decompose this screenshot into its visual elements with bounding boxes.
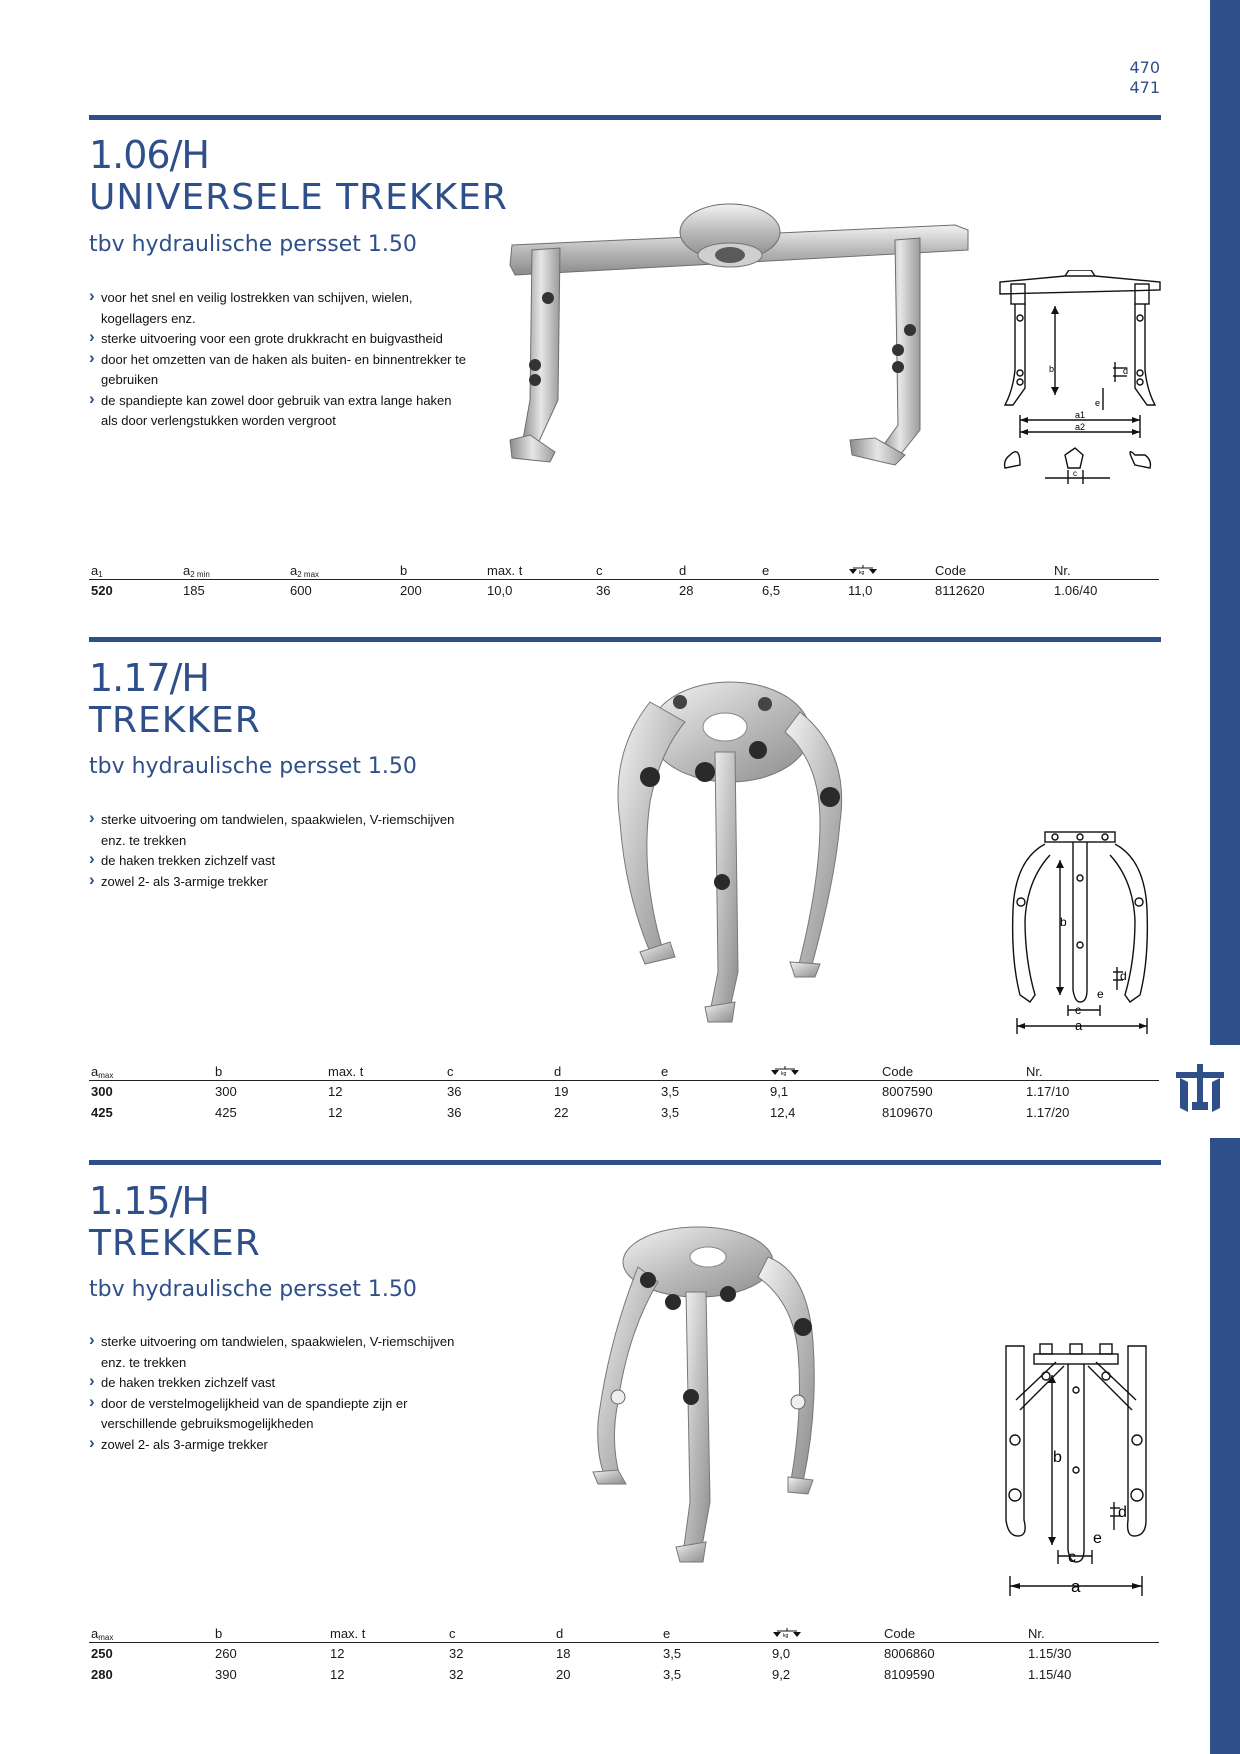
- feature-item: › door het omzetten van de haken als buiten- en binnentrekker te gebruiken: [89, 350, 469, 391]
- table-row: [89, 1102, 1159, 1123]
- table-cell: 9,2: [772, 1667, 791, 1682]
- table-cell: 3,5: [663, 1667, 682, 1682]
- product-code: 1.15/H: [89, 1179, 209, 1223]
- table-header-row: [89, 1062, 1159, 1081]
- table-header-cell: Nr.: [1026, 1064, 1043, 1079]
- table-cell: 3,5: [663, 1646, 682, 1661]
- spec-table: [89, 1624, 1159, 1685]
- header-subscript: 2 max: [297, 570, 320, 579]
- feature-item: › sterke uitvoering voor een grote drukkracht en buigvastheid: [89, 329, 469, 350]
- weight-unit: kg: [783, 1633, 789, 1638]
- feature-item: › door de verstelmogelijkheid van de spandiepte zijn er verschillende gebruiksmogelijkheden: [89, 1394, 469, 1435]
- drawing-label-b: b: [1060, 915, 1067, 929]
- table-cell: 28: [679, 583, 694, 598]
- scale-weight-icon: [770, 1066, 800, 1076]
- table-header-cell: [772, 1626, 802, 1641]
- table-row: [89, 580, 1159, 601]
- header-subscript: max: [98, 1633, 114, 1642]
- header-text: a: [290, 563, 298, 578]
- drawing-label-c: c: [1073, 469, 1077, 478]
- feature-list: [89, 810, 469, 892]
- weight-unit: kg: [781, 1071, 787, 1076]
- table-header-cell: [91, 1064, 113, 1080]
- technical-drawing: [1005, 830, 1155, 1035]
- spec-table: [89, 1062, 1159, 1123]
- drawing-label-b: b: [1053, 1449, 1062, 1466]
- drawing-label-a1: a1: [1075, 410, 1086, 420]
- header-text: a: [183, 563, 191, 578]
- product-subtitle: tbv hydraulische persset 1.50: [89, 754, 417, 779]
- table-cell: 10,0: [487, 583, 513, 598]
- drawing-label-a: a: [1071, 1577, 1081, 1596]
- table-header-cell: d: [556, 1626, 564, 1641]
- drawing-label-c: c: [1075, 1003, 1081, 1017]
- feature-item: › zowel 2- als 3-armige trekker: [89, 1435, 469, 1456]
- page-number-right: 471: [1129, 78, 1160, 97]
- table-cell: 36: [596, 583, 611, 598]
- table-cell: 32: [449, 1667, 464, 1682]
- table-header-cell: e: [663, 1626, 671, 1641]
- table-cell: 8109670: [882, 1105, 933, 1120]
- table-header-cell: e: [661, 1064, 669, 1079]
- drawing-label-d: d: [1123, 366, 1129, 376]
- table-cell: 260: [215, 1646, 237, 1661]
- table-header-cell: max. t: [328, 1064, 364, 1079]
- table-cell: 390: [215, 1667, 237, 1682]
- header-text: a: [91, 1626, 99, 1641]
- table-header-cell: [290, 563, 319, 579]
- drawing-label-b: b: [1049, 364, 1055, 374]
- spec-table: [89, 561, 1159, 601]
- feature-item: › sterke uitvoering om tandwielen, spaakwielen, V-riemschijven enz. te trekken: [89, 810, 469, 851]
- scale-weight-icon: [772, 1628, 802, 1638]
- product-title: TREKKER: [89, 1223, 261, 1264]
- product-subtitle: tbv hydraulische persset 1.50: [89, 1277, 417, 1302]
- feature-item: › de spandiepte kan zowel door gebruik van extra lange haken als door verlengstukken worden vergroot: [89, 391, 469, 432]
- table-cell: 250: [91, 1646, 113, 1661]
- sidebar-bar-bottom: [1210, 1138, 1240, 1754]
- product-subtitle: tbv hydraulische persset 1.50: [89, 232, 417, 257]
- section-rule: [89, 115, 1161, 120]
- header-text: a: [91, 563, 99, 578]
- table-cell: 8112620: [935, 583, 985, 598]
- table-cell: 1.15/30: [1028, 1646, 1072, 1661]
- product-photo: [610, 672, 870, 1032]
- table-cell: 8109590: [884, 1667, 935, 1682]
- table-cell: 1.15/40: [1028, 1667, 1072, 1682]
- table-header-cell: Code: [935, 563, 967, 578]
- table-cell: 8007590: [882, 1084, 933, 1099]
- table-header-cell: Nr.: [1028, 1626, 1045, 1641]
- table-cell: 20: [556, 1667, 571, 1682]
- table-cell: 520: [91, 583, 113, 598]
- page-number-left: 470: [1129, 58, 1160, 77]
- weight-unit: kg: [859, 570, 865, 575]
- table-header-cell: max. t: [330, 1626, 366, 1641]
- table-cell: 3,5: [661, 1084, 680, 1099]
- feature-item: › zowel 2- als 3-armige trekker: [89, 872, 469, 893]
- table-cell: 22: [554, 1105, 569, 1120]
- table-header-cell: e: [762, 563, 770, 578]
- table-cell: 425: [215, 1105, 237, 1120]
- product-code: 1.06/H: [89, 133, 209, 177]
- table-cell: 12: [330, 1667, 345, 1682]
- table-row: [89, 1664, 1159, 1685]
- table-header-cell: Nr.: [1054, 563, 1071, 578]
- table-header-cell: c: [449, 1626, 456, 1641]
- table-header-cell: c: [596, 563, 603, 578]
- table-cell: 300: [91, 1084, 113, 1099]
- table-cell: 8006860: [884, 1646, 935, 1661]
- table-cell: 12: [328, 1105, 343, 1120]
- table-cell: 280: [91, 1667, 113, 1682]
- table-header-row: [89, 1624, 1159, 1643]
- table-header-cell: [183, 563, 210, 579]
- feature-item: › de haken trekken zichzelf vast: [89, 851, 469, 872]
- feature-item: › de haken trekken zichzelf vast: [89, 1373, 469, 1394]
- table-header-row: [89, 561, 1159, 580]
- table-header-cell: max. t: [487, 563, 523, 578]
- table-header-cell: Code: [884, 1626, 916, 1641]
- drawing-label-e: e: [1093, 1530, 1102, 1547]
- drawing-label-a2: a2: [1075, 422, 1086, 432]
- sidebar-bar-top: [1210, 0, 1240, 1045]
- product-photo: [500, 200, 980, 510]
- product-title: TREKKER: [89, 700, 261, 741]
- table-row: [89, 1081, 1159, 1102]
- drawing-label-a: a: [1075, 1018, 1083, 1033]
- table-cell: 300: [215, 1084, 237, 1099]
- technical-drawing: [995, 270, 1165, 540]
- table-cell: 425: [91, 1105, 113, 1120]
- drawing-label-d: d: [1120, 969, 1127, 983]
- table-header-cell: b: [215, 1064, 223, 1079]
- drawing-label-c: c: [1068, 1549, 1076, 1566]
- table-header-cell: Code: [882, 1064, 914, 1079]
- drawing-label-e: e: [1097, 987, 1104, 1001]
- table-cell: 9,0: [772, 1646, 791, 1661]
- header-subscript: 1: [98, 570, 103, 579]
- table-cell: 11,0: [848, 583, 873, 598]
- header-text: a: [91, 1064, 99, 1079]
- table-cell: 9,1: [770, 1084, 789, 1099]
- table-header-cell: [848, 563, 878, 578]
- product-code: 1.17/H: [89, 656, 209, 700]
- table-header-cell: [91, 563, 103, 579]
- table-cell: 19: [554, 1084, 569, 1099]
- table-header-cell: b: [215, 1626, 223, 1641]
- table-cell: 36: [447, 1105, 462, 1120]
- table-header-cell: [770, 1064, 800, 1079]
- scale-weight-icon: [848, 565, 878, 575]
- drawing-label-d: d: [1118, 1504, 1127, 1521]
- table-cell: 36: [447, 1084, 462, 1099]
- product-photo: [588, 1222, 850, 1570]
- table-cell: 185: [183, 583, 205, 598]
- feature-item: › voor het snel en veilig lostrekken van schijven, wielen, kogellagers enz.: [89, 288, 469, 329]
- table-cell: 1.17/10: [1026, 1084, 1070, 1099]
- technical-drawing: [996, 1340, 1156, 1600]
- feature-list: [89, 1332, 469, 1455]
- table-cell: 3,5: [661, 1105, 680, 1120]
- table-cell: 200: [400, 583, 422, 598]
- table-header-cell: [91, 1626, 113, 1642]
- table-header-cell: d: [679, 563, 687, 578]
- table-cell: 1.06/40: [1054, 583, 1098, 598]
- product-title: UNIVERSELE TREKKER: [89, 177, 508, 218]
- table-cell: 12: [328, 1084, 343, 1099]
- table-cell: 12,4: [770, 1105, 796, 1120]
- table-header-cell: d: [554, 1064, 562, 1079]
- table-cell: 600: [290, 583, 312, 598]
- section-rule: [89, 1160, 1161, 1165]
- feature-list: [89, 288, 469, 432]
- table-cell: 1.17/20: [1026, 1105, 1070, 1120]
- table-cell: 6,5: [762, 583, 781, 598]
- table-header-cell: c: [447, 1064, 454, 1079]
- header-subscript: 2 min: [190, 570, 210, 579]
- section-rule: [89, 637, 1161, 642]
- table-cell: 32: [449, 1646, 464, 1661]
- drawing-label-e: e: [1095, 398, 1101, 408]
- table-cell: 18: [556, 1646, 571, 1661]
- page-numbers: [1129, 58, 1160, 98]
- puller-logo-icon: [1172, 1062, 1228, 1118]
- table-header-cell: b: [400, 563, 408, 578]
- header-subscript: max: [98, 1071, 114, 1080]
- table-row: [89, 1643, 1159, 1664]
- table-cell: 12: [330, 1646, 345, 1661]
- feature-item: › sterke uitvoering om tandwielen, spaakwielen, V-riemschijven enz. te trekken: [89, 1332, 469, 1373]
